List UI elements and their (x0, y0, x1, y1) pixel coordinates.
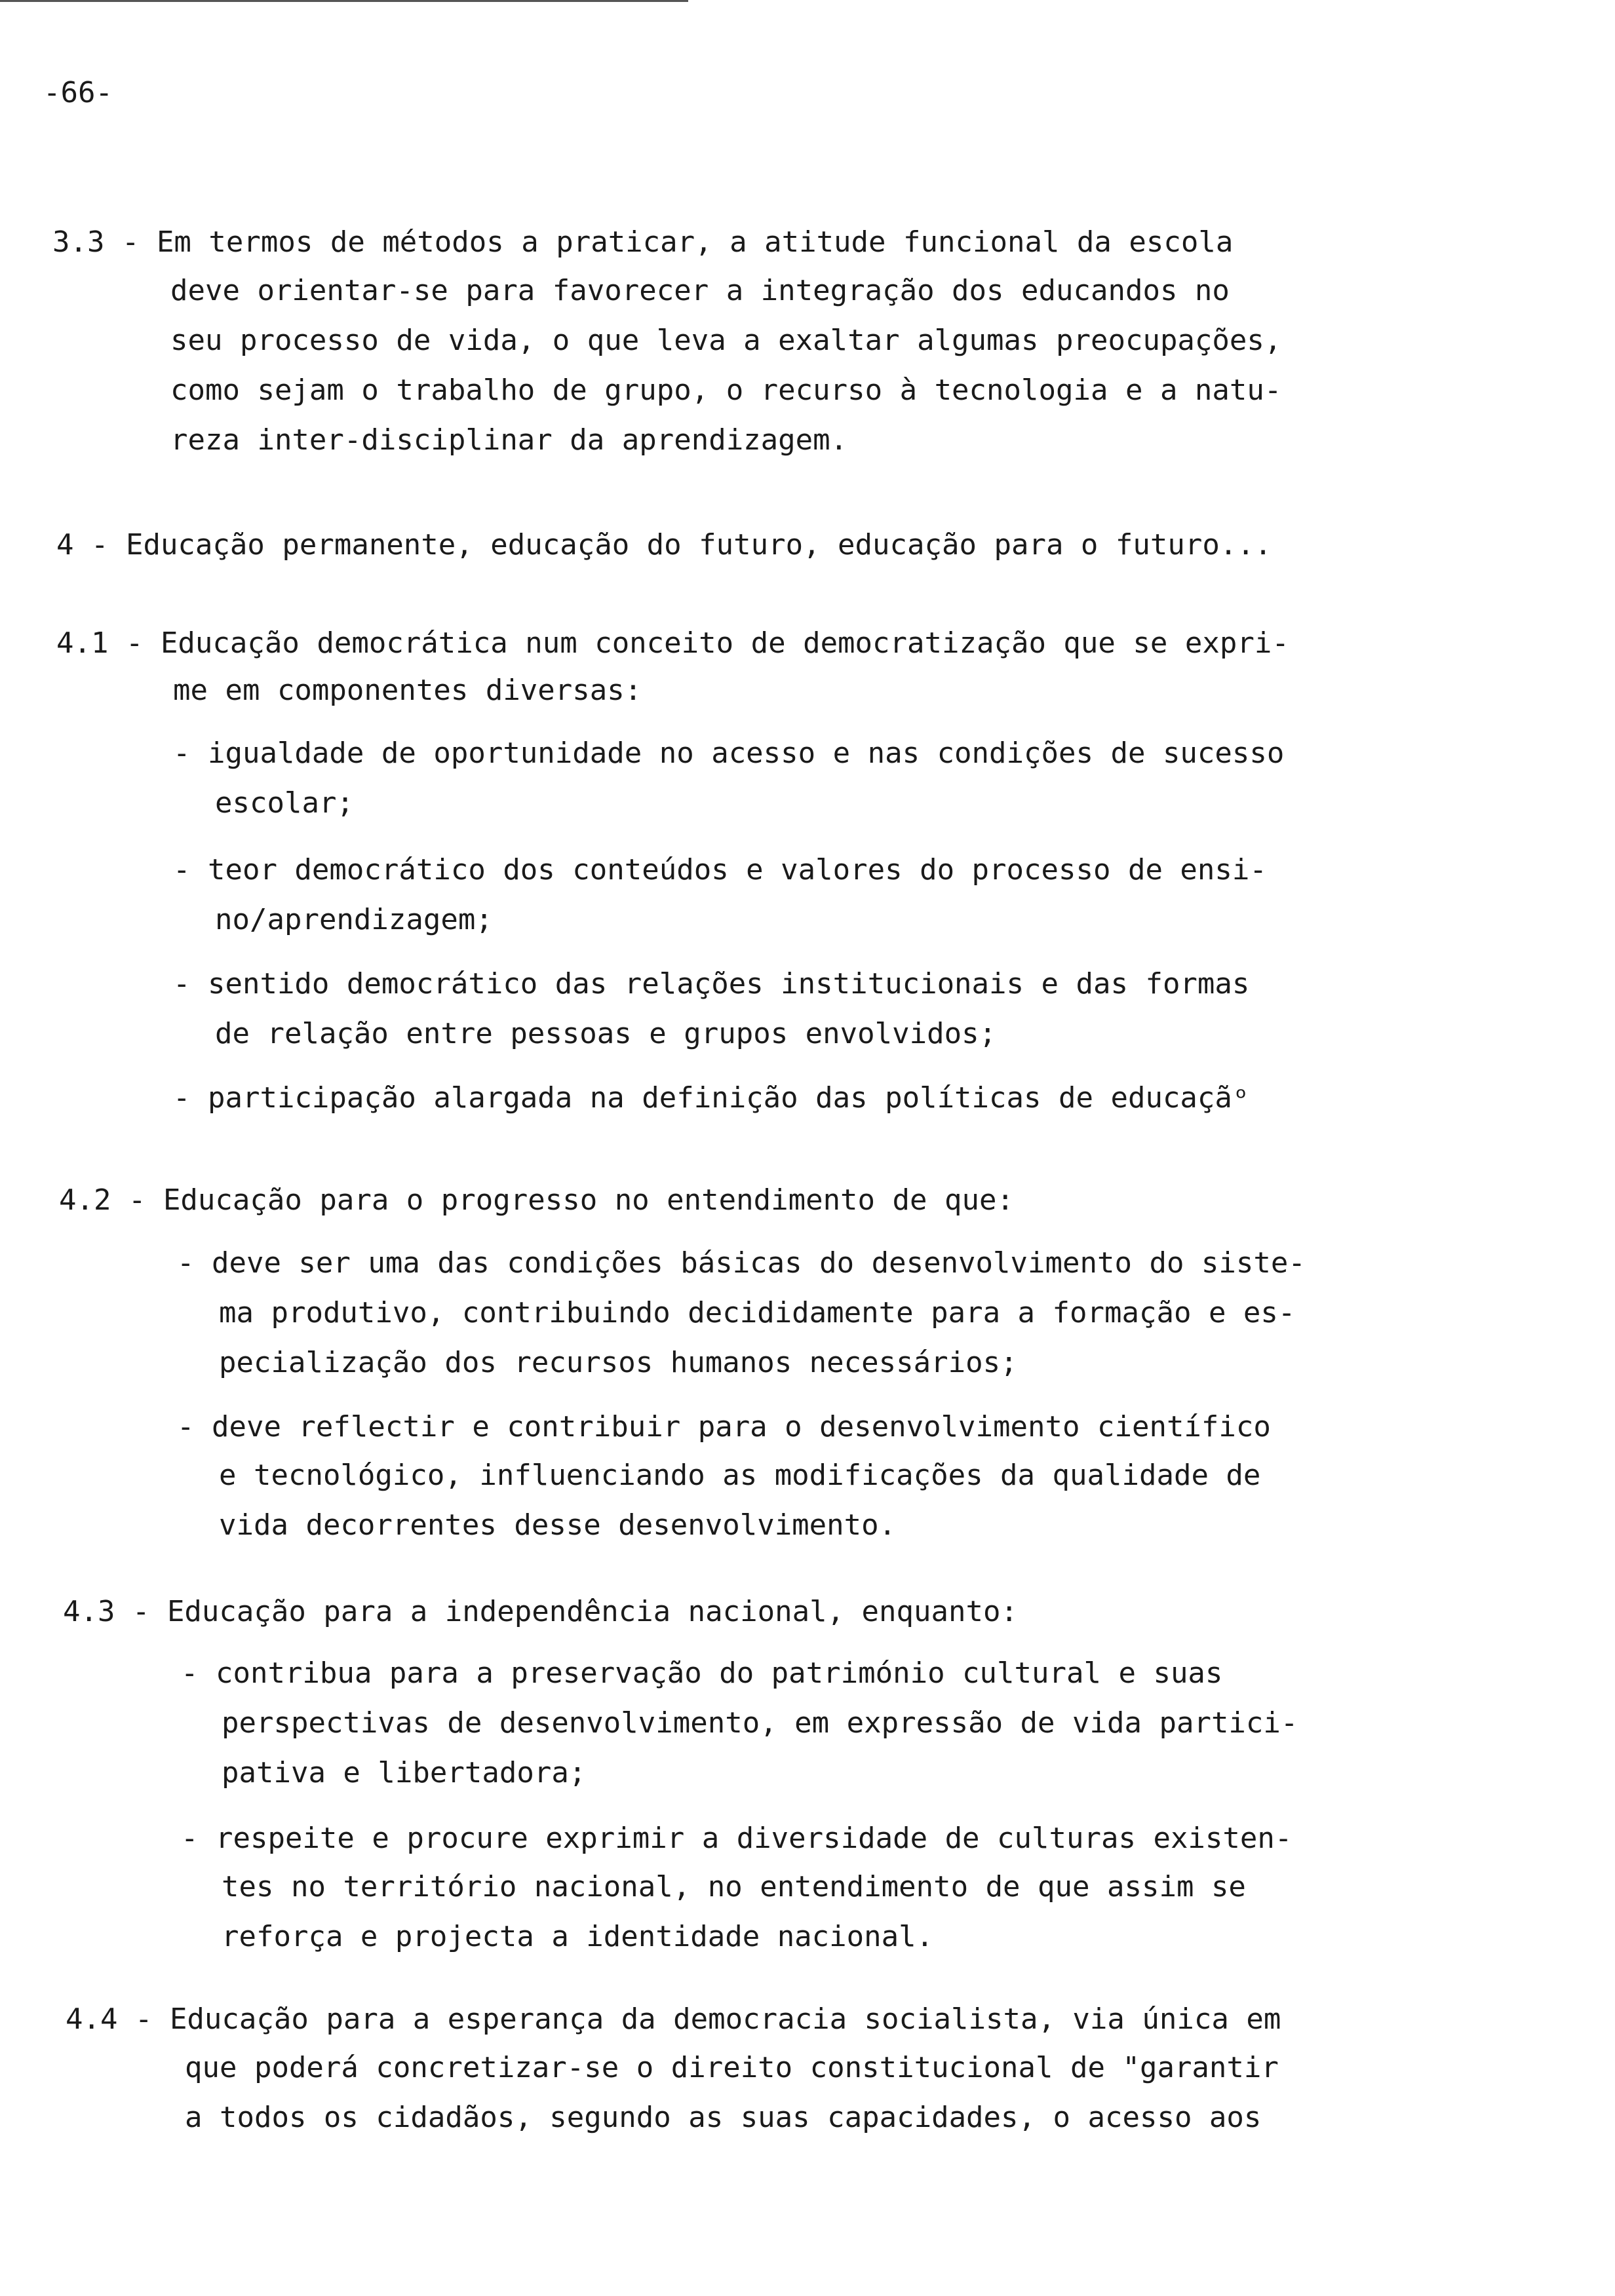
text-line: deve orientar-se para favorecer a integração dos educandos no (170, 274, 1230, 307)
text-line: 4.1 - Educação democrática num conceito de democratização que se expri- (56, 626, 1289, 660)
text-line: 4.4 - Educação para a esperança da democracia socialista, via única em (66, 2002, 1281, 2036)
text-line: escolar; (215, 786, 354, 820)
text-line: no/aprendizagem; (215, 903, 493, 936)
list-item: - sentido democrático das relações institucionais e das formas (173, 967, 1250, 1001)
list-item: - deve ser uma das condições básicas do desenvolvimento do siste- (177, 1246, 1306, 1280)
list-item: - respeite e procure exprimir a diversidade de culturas existen- (181, 1822, 1293, 1855)
text-line: reforça e projecta a identidade nacional. (222, 1920, 934, 1953)
text-line: 4.2 - Educação para o progresso no entendimento de que: (59, 1183, 1014, 1217)
text-line: pecialização dos recursos humanos necessários; (219, 1346, 1018, 1379)
list-item: - participação alargada na definição das políticas de educaçãᵒ (173, 1081, 1250, 1115)
text-line: e tecnológico, influenciando as modificações da qualidade de (219, 1459, 1261, 1492)
text-line: 4.3 - Educação para a independência nacional, enquanto: (63, 1595, 1018, 1628)
text-line: pativa e libertadora; (222, 1756, 587, 1789)
text-line: reza inter-disciplinar da aprendizagem. (170, 423, 848, 457)
text-line: seu processo de vida, o que leva a exaltar algumas preocupações, (170, 324, 1282, 357)
text-line: vida decorrentes desse desenvolvimento. (219, 1508, 897, 1542)
text-line: de relação entre pessoas e grupos envolvidos; (215, 1017, 997, 1050)
list-item: - igualdade de oportunidade no acesso e nas condições de sucesso (173, 737, 1285, 770)
page-number: -66- (43, 76, 113, 109)
top-rule (0, 0, 688, 2)
text-line: me em componentes diversas: (173, 674, 642, 707)
text-line: tes no território nacional, no entendimento de que assim se (222, 1870, 1246, 1904)
list-item: - contribua para a preservação do património cultural e suas (181, 1656, 1223, 1690)
list-item: - teor democrático dos conteúdos e valores do processo de ensi- (173, 853, 1267, 887)
section-heading: 4 - Educação permanente, educação do futuro, educação para o futuro... (56, 528, 1272, 562)
list-item: - deve reflectir e contribuir para o desenvolvimento científico (177, 1410, 1271, 1444)
text-line: ma produtivo, contribuindo decididamente para a formação e es- (219, 1296, 1296, 1330)
text-line: a todos os cidadãos, segundo as suas capacidades, o acesso aos (185, 2101, 1262, 2134)
text-line: 3.3 - Em termos de métodos a praticar, a atitude funcional da escola (52, 225, 1234, 259)
text-line: perspectivas de desenvolvimento, em expressão de vida partici- (222, 1706, 1298, 1740)
text-line: como sejam o trabalho de grupo, o recurso à tecnologia e a natu- (170, 373, 1282, 407)
text-line: que poderá concretizar-se o direito constitucional de "garantir (185, 2051, 1279, 2084)
